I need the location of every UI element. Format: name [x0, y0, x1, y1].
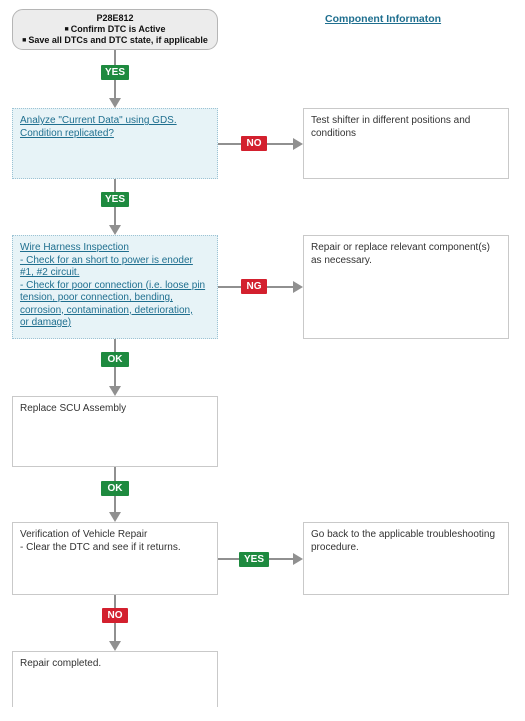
verification-text: Verification of Vehicle Repair: [20, 529, 148, 540]
repair-completed-box: [12, 651, 218, 707]
start-box: [12, 9, 218, 50]
start-bullet-1: ■ Confirm DTC is Active: [64, 23, 166, 34]
test-shifter-text: conditions: [311, 127, 357, 139]
test-shifter-text: Test shifter in different positions and: [311, 115, 471, 126]
bullet-icon: ■: [22, 37, 27, 44]
verification-box: [12, 522, 218, 595]
replace-scu-assembly-box: [12, 396, 218, 467]
harness-check-line[interactable]: or damage): [20, 317, 72, 328]
repair-replace-component-box: [303, 235, 509, 339]
harness-check-line[interactable]: tension, poor connection, bending,: [20, 292, 173, 303]
arrow-down-icon: [109, 386, 121, 396]
ng-badge: NG: [241, 279, 267, 294]
arrow-down-icon: [109, 641, 121, 651]
no-badge: NO: [102, 608, 128, 623]
analyze-current-data-box: [12, 108, 218, 179]
start-bullet-2: ■ Save all DTCs and DTC state, if applicable: [22, 35, 208, 45]
wire-harness-inspection-link[interactable]: Wire Harness Inspection: [20, 242, 129, 253]
go-back-box: [303, 522, 509, 595]
arrow-right-icon: [293, 281, 303, 293]
yes-badge: YES: [101, 65, 129, 80]
repair-replace-text: Repair or replace relevant component(s): [311, 242, 490, 253]
harness-check-line[interactable]: - Check for poor connection (i.e. loose pin: [20, 279, 206, 291]
ok-badge: OK: [101, 481, 129, 496]
dtc-code: P28E812: [96, 13, 134, 23]
verification-text: - Clear the DTC and see if it returns.: [20, 541, 181, 553]
go-back-text: procedure.: [311, 541, 359, 553]
ok-badge: OK: [101, 352, 129, 367]
test-shifter-box: [303, 108, 509, 179]
arrow-down-icon: [109, 512, 121, 522]
repair-replace-text: as necessary.: [311, 254, 372, 266]
yes-badge: YES: [101, 192, 129, 207]
harness-check-line[interactable]: corrosion, contamination, deterioration,: [20, 304, 193, 316]
wire-harness-inspection-box: [12, 235, 218, 339]
yes-badge: YES: [239, 552, 269, 567]
arrow-down-icon: [109, 225, 121, 235]
bullet-icon: ■: [64, 25, 69, 33]
repair-completed-text: Repair completed.: [20, 658, 102, 669]
arrow-right-icon: [293, 138, 303, 150]
no-badge: NO: [241, 136, 267, 151]
component-information-link[interactable]: Component Informaton: [325, 13, 442, 25]
go-back-text: Go back to the applicable troubleshooting: [311, 529, 496, 540]
arrow-down-icon: [109, 98, 121, 108]
replace-scu-text: Replace SCU Assembly: [20, 403, 127, 414]
arrow-right-icon: [293, 553, 303, 565]
harness-check-line[interactable]: #1, #2 circuit.: [20, 267, 80, 278]
analyze-current-data-link[interactable]: Analyze "Current Data" using GDS.: [20, 115, 177, 126]
condition-replicated-link[interactable]: Condition replicated?: [20, 127, 114, 139]
harness-check-line[interactable]: - Check for an short to power is enoder: [20, 254, 193, 266]
